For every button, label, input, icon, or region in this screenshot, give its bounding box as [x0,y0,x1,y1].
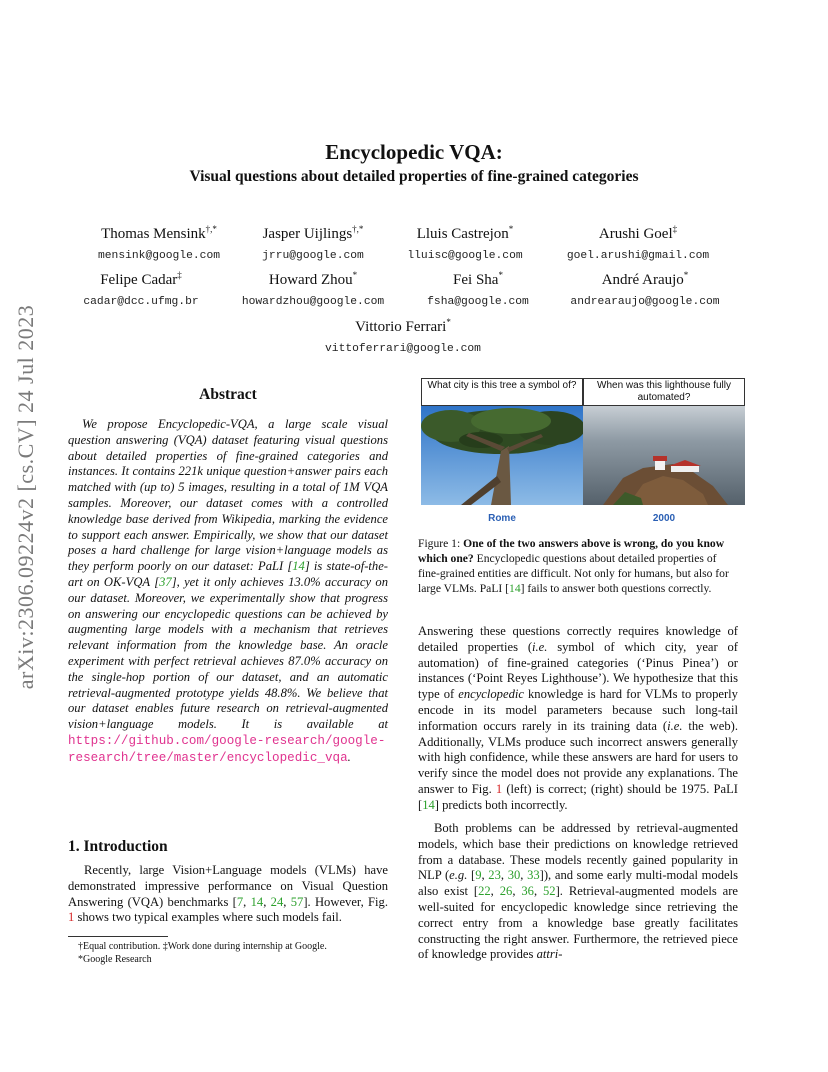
footnote-line: *Google Research [78,954,152,965]
body-paragraph [418,624,738,814]
abstract-part: We propose Encyclopedic-VQA, a large scale visual question answering (VQA) dataset featuring visual questions about detailed properties of fine-grained categories and instances. It contains 221k unique question+answer pairs each matched with (up to) 5 images, resulting in a total of 1M VQA samples. Moreover, our dataset comes with a controlled knowledge base derived from Wikipedia, marking the evidence to support each answer. Empirically, we show that our dataset poses a hard challenge for large vision+language models as they perform poorly on our dataset: PaLI [ [68,417,388,574]
intro-part: ]. However, Fig. [303,894,389,909]
intro-heading: 1. Introduction [68,838,168,855]
author-mark: * [352,270,358,280]
abstract-part: ] is state-of-the-art on OK-VQA [ [68,559,388,589]
citation-link[interactable]: 22 [478,884,491,899]
intro-text: Recently, large Vision+Language models (VLMs) have demonstrated impressive performance on Visual Question Answering (VQA) benchmarks [7, 14, 24, 57]. However, Fig. 1 shows two typical examples where such models fail. [68,863,389,925]
author-email[interactable]: goel.arushi@gmail.com [566,250,710,262]
citation-link[interactable]: 24 [270,894,284,909]
caption-part: Encyclopedic questions about detailed properties of fine-grained entities are difficult. Not only for humans, but also for large VLMs. PaLI [ [418,552,729,595]
author-name: André Araujo [601,272,684,288]
abstract-text [68,417,388,767]
figure-caption [418,536,740,596]
figure-question: When was this lighthouse fully automated? [583,378,745,406]
author-mark: * [446,317,451,327]
author-block [308,313,498,356]
tree-photo [421,406,583,505]
text-part: ]. Retrieval-augmented models are well-suited for encyclopedic knowledge since retrieving the correct entry from a knowledge base greatly facilitates constructing the right answer. Furthermore, the retrieved piece of knowledge provides [418,884,738,962]
citation-link[interactable]: 14 [292,559,305,574]
caption-label: Figure 1: [418,537,464,550]
author-name: Felipe Cadar [100,272,178,288]
caption-bold: One of the two answers above is wrong, do you know which one? [418,537,725,565]
text-part: ] predicts both incorrectly. [434,797,568,812]
author-name: Fei Sha [453,272,499,288]
author-email[interactable]: andrearaujo@google.com [570,296,720,308]
caption-part: ] fails to answer both questions correctly. [520,582,712,595]
author-block [383,266,573,309]
text-part: [ [467,868,476,883]
footnotes [78,940,398,966]
text-part: Both problems can be addressed by retrieval-augmented models, which base their predictions on knowledge retrieved from a database. These models recently gained popularity in NLP ( [418,821,738,883]
author-block [46,266,236,309]
text-part: (left) is correct; (right) should be 1975. PaLI [ [418,781,738,812]
citation-link[interactable]: 14 [509,582,521,595]
author-email[interactable]: howardzhou@google.com [241,296,385,308]
author-email[interactable]: mensink@google.com [97,250,221,262]
text-part: i.e. [532,639,548,654]
author-mark: ‡ [177,270,182,280]
author-block [543,220,733,263]
figure-panel-right [583,378,745,524]
abstract-part: . [347,749,351,764]
author-block [218,266,408,309]
text-part: attri- [536,947,563,962]
citation-link[interactable]: 9 [475,868,482,883]
abstract-part: ], yet it only achieves 13.0% accuracy on our dataset. Moreover, we experimentally show that progress on answering our encyclopedic questions can be achieved by augmenting large models with a mechanism that retrieves relevant information from the knowledge base. An oracle experiment with perfect retrieval achieves 87.0% accuracy on the single-hop portion of our dataset, and an automatic retrieval-augmented prototype yields 48.8%. We believe that our dataset enables future research on retrieval-augmented vision+language models. It is available at [68,574,389,732]
figure-question: What city is this tree a symbol of? [421,378,583,406]
author-name: Howard Zhou [268,272,353,288]
citation-link[interactable]: 14 [250,894,264,909]
author-mark: * [683,270,689,280]
citation-link[interactable]: 14 [422,797,435,812]
body-paragraph: Both problems can be addressed by retrieval-augmented models, which base their predictions on knowledge retrieved from a database. These models recently gained popularity in NLP (e.g. [9, 23, 30, 33]), and some early multi-modal models also exist [22, 26, 36, 52]. Retrieval-augmented models are well-suited for encyclopedic knowledge since retrieving the correct entry from a knowledge base greatly facilitates constructing the right answer. Furthermore, the retrieved piece of knowledge provides attri- [418,821,739,962]
author-email[interactable]: vittoferrari@google.com [325,343,481,355]
figure-ref-link[interactable]: 1 [68,910,75,925]
citation-link[interactable]: 52 [543,884,556,899]
author-name: Arushi Goel [598,226,673,242]
author-email[interactable]: cadar@dcc.ufmg.br [83,296,199,308]
arxiv-stamp: arXiv:2306.09224v2 [cs.CV] 24 Jul 2023 [13,304,38,690]
author-email[interactable]: jrru@google.com [262,250,364,262]
text-part: encyclopedic [458,687,524,702]
text-part: symbol of which city, year of automation) of fine-grained categories (‘Pinus Pinea’) or instances (‘Point Reyes Lighthouse’). We hypothesize that this type of [418,639,738,702]
text-part: i.e. [667,718,683,733]
figure-ref-link[interactable]: 1 [495,781,503,796]
text-part: e.g. [449,868,468,883]
figure-answer: Rome [488,513,516,524]
author-mark: ‡ [672,224,678,234]
lighthouse-photo [583,406,745,505]
citation-link[interactable]: 26 [499,884,513,899]
author-name: Lluis Castrejon [416,226,509,242]
author-email[interactable]: lluisc@google.com [407,250,523,262]
citation-link[interactable]: 23 [488,868,501,883]
figure-panel-left [421,378,583,524]
author-mark: †,* [352,224,364,234]
author-block [550,266,740,309]
author-name: Vittorio Ferrari [355,319,447,335]
author-block [370,220,560,263]
author-mark: †,* [205,224,217,234]
text-part: ]), and some early multi-modal models also exist [ [418,868,739,899]
paper-subtitle: Visual questions about detailed properties of fine-grained categories [189,168,639,185]
github-link[interactable]: https://github.com/google-research/google-research/tree/master/encyclopedic_vqa [68,733,386,765]
citation-link[interactable]: 7 [236,894,244,909]
intro-part: Recently, large Vision+Language models (VLMs) have demonstrated impressive performance on Visual Question Answering (VQA) benchmarks [ [68,863,388,909]
citation-link[interactable]: 33 [527,868,540,883]
author-name: Jasper Uijlings [262,226,353,242]
author-mark: * [498,270,503,280]
author-mark: * [508,224,514,234]
citation-link[interactable]: 36 [521,884,534,899]
citation-link[interactable]: 30 [507,868,521,883]
text-part: Answering these questions correctly requires knowledge of detailed properties ( [418,624,738,654]
footnote-rule [68,936,168,937]
text-part: knowledge is hard for VLMs to properly encode in its model parameters because such long-tail information occurs rarely in its training data ( [418,687,738,733]
paper-title: Encyclopedic VQA: [325,140,503,164]
intro-part: shows two typical examples where such models fail. [74,910,342,925]
author-email[interactable]: fsha@google.com [427,296,529,308]
text-part: the web). Additionally, VLMs produce such incorrect answers generally with high confidence, while these answers are hard for users to verify since the model does not provide any explanations. The answer to Fig. [418,718,738,796]
figure-answer: 2000 [652,513,676,524]
abstract-heading: Abstract [199,386,257,403]
citation-link[interactable]: 57 [290,894,304,909]
author-name: Thomas Mensink [101,226,206,242]
citation-link[interactable]: 37 [159,574,172,589]
footnote-line: †Equal contribution. ‡Work done during internship at Google. [78,941,327,952]
